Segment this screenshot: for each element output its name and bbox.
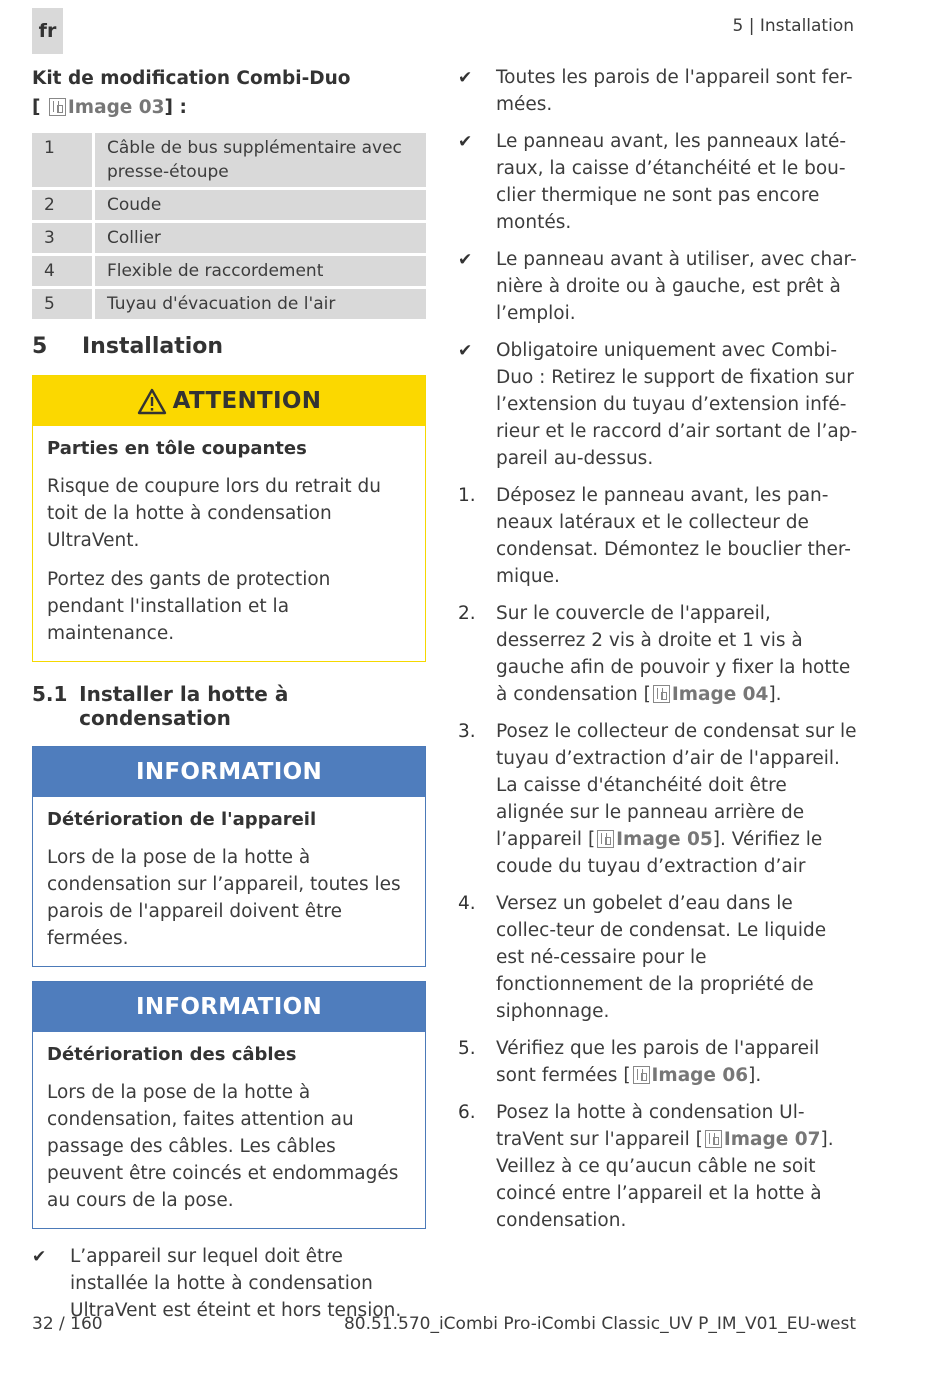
running-head: 5 | Installation: [732, 16, 854, 36]
checkmark-icon: [458, 246, 496, 327]
information-text: Lors de la pose de la hotte à condensation, faites attention au passage des câbles. Les câbles peuvent être coincés et endommagés au cours de la pose.: [47, 1082, 399, 1211]
table-row: [32, 289, 426, 319]
information-notice: [32, 981, 426, 1229]
left-column: [32, 64, 426, 1334]
step-number: 6.: [458, 1102, 476, 1123]
image-ref-link[interactable]: Image 07: [723, 1129, 821, 1150]
image-icon: [653, 685, 670, 703]
parts-table: [32, 130, 426, 322]
information-subtitle: Détérioration de l'appareil: [47, 809, 317, 830]
step-item: [458, 718, 858, 880]
step-text: [496, 1099, 858, 1234]
subsection-heading: [32, 682, 426, 730]
part-number: 4: [32, 256, 95, 286]
information-body: [33, 1032, 425, 1228]
part-number: 1: [32, 133, 95, 187]
attention-text: Risque de coupure lors du retrait du toit de la hotte à condensation UltraVent.: [47, 476, 381, 551]
image-icon: [705, 1130, 722, 1148]
kit-image-ref-line: [32, 93, 426, 122]
part-number: 5: [32, 289, 95, 319]
language-tab: fr: [32, 8, 63, 54]
checklist-item: [458, 337, 858, 472]
step-number: 5.: [458, 1038, 476, 1059]
table-row: [32, 256, 426, 286]
part-label: Câble de bus supplémentaire avec presse-étoupe: [95, 133, 426, 187]
step-suffix: ]. Vérifiez le coude du tuyau d’extraction d’air: [496, 829, 823, 877]
document-id: 80.51.570_iCombi Pro-iCombi Classic_UV P_IM_V01_EU-west: [343, 1314, 856, 1334]
checkmark-icon: [32, 1243, 70, 1324]
image-ref-link[interactable]: Image 06: [651, 1065, 749, 1086]
attention-text: Portez des gants de protection pendant l'installation et la maintenance.: [47, 569, 331, 644]
ref-open: [: [32, 97, 41, 118]
subsection-number: 5.1: [32, 682, 68, 706]
table-row: [32, 133, 426, 187]
table-row: [32, 223, 426, 253]
checklist-text: Obligatoire uniquement avec Combi-Duo : Retirez le support de fixation sur l’extension du tuyau d’extension infé-rieur et le raccord d’air sortant de l’ap-pareil au-dessus.: [496, 340, 858, 469]
step-item: [458, 1099, 858, 1234]
information-body: [33, 797, 425, 966]
ref-close: ] :: [164, 97, 187, 118]
checklist-item: [32, 1243, 426, 1324]
step-item: [458, 482, 858, 590]
step-text: [496, 1035, 858, 1089]
step-suffix: ].: [768, 684, 782, 705]
part-number: 2: [32, 190, 95, 220]
step-item: [458, 890, 858, 1025]
step-number: 3.: [458, 721, 476, 742]
step-text: [496, 718, 858, 880]
image-icon: [597, 830, 614, 848]
step-number: 4.: [458, 893, 476, 914]
warning-triangle-icon: [137, 388, 167, 415]
checklist-text: Le panneau avant, les panneaux laté-raux, la caisse d’étanchéité et le bou-clier thermique ne sont pas encore montés.: [496, 131, 847, 233]
step-text: Déposez le panneau avant, les pan-neaux latéraux et le collecteur de condensat. Démontez le bouclier ther-mique.: [496, 485, 851, 587]
information-text: Lors de la pose de la hotte à condensation sur l’appareil, toutes les parois de l'appareil doivent être fermées.: [47, 847, 401, 949]
section-title: Installation: [82, 334, 224, 359]
part-label: Tuyau d'évacuation de l'air: [95, 289, 426, 319]
part-label: Collier: [95, 223, 426, 253]
part-label: Flexible de raccordement: [95, 256, 426, 286]
step-text: Versez un gobelet d’eau dans le collec-teur de condensat. Le liquide est né-cessaire pour le fonctionnement de la propriété de siphonnage.: [496, 893, 827, 1022]
part-label: Coude: [95, 190, 426, 220]
section-heading: [32, 334, 426, 359]
step-item: [458, 1035, 858, 1089]
image-ref-link[interactable]: Image 03: [67, 97, 165, 118]
checklist-item: [458, 128, 858, 236]
image-icon: [633, 1066, 650, 1084]
image-ref-link[interactable]: Image 04: [671, 684, 769, 705]
step-number: 2.: [458, 603, 476, 624]
image-icon: [49, 98, 66, 116]
attention-body: [33, 426, 425, 661]
checkmark-icon: [458, 128, 496, 236]
information-notice: [32, 746, 426, 967]
right-column: [458, 64, 858, 1244]
kit-title: Kit de modification Combi-Duo: [32, 68, 351, 89]
step-number: 1.: [458, 485, 476, 506]
step-item: [458, 600, 858, 708]
information-header: INFORMATION: [33, 747, 425, 797]
step-text: [496, 600, 858, 708]
checkmark-icon: [458, 337, 496, 472]
checkmark-icon: [458, 64, 496, 118]
step-body: Posez le collecteur de condensat sur le tuyau d’extraction d’air de l'appareil. La caisse d'étanchéité doit être alignée sur le panneau arrière de l’appareil: [496, 721, 857, 850]
checklist-text: L’appareil sur lequel doit être installée la hotte à condensation UltraVent est éteint et hors tension.: [70, 1246, 402, 1321]
information-header: INFORMATION: [33, 982, 425, 1032]
information-subtitle: Détérioration des câbles: [47, 1044, 297, 1065]
page-number: 32 / 160: [32, 1314, 103, 1334]
attention-header: [33, 376, 425, 426]
step-body: Posez la hotte à condensation Ul-traVent sur l'appareil: [496, 1102, 805, 1150]
ref-open: [: [695, 1129, 703, 1150]
attention-notice: [32, 375, 426, 662]
section-number: 5: [32, 334, 48, 359]
ref-open: [: [623, 1065, 631, 1086]
step-suffix: ]. Veillez à ce qu’aucun câble ne soit coincé entre l’appareil et la hotte à condensation.: [496, 1129, 834, 1231]
attention-subtitle: Parties en tôle coupantes: [47, 438, 307, 459]
table-row: [32, 190, 426, 220]
step-body: Sur le couvercle de l'appareil, desserrez 2 vis à droite et 1 vis à gauche afin de pouvoir y fixer la hotte à condensation: [496, 603, 851, 705]
checklist-text: Toutes les parois de l'appareil sont fer-mées.: [496, 67, 853, 115]
checklist-text: Le panneau avant à utiliser, avec char-nière à droite ou à gauche, est prêt à l’emploi.: [496, 249, 857, 324]
part-number: 3: [32, 223, 95, 253]
step-suffix: ].: [748, 1065, 762, 1086]
checklist-item: [458, 246, 858, 327]
subsection-title: Installer la hotte à condensation: [79, 682, 289, 730]
checklist-item: [458, 64, 858, 118]
ref-open: [: [643, 684, 651, 705]
step-body: Vérifiez que les parois de l'appareil sont fermées: [496, 1038, 820, 1086]
ref-open: [: [587, 829, 596, 850]
image-ref-link[interactable]: Image 05: [616, 829, 713, 850]
attention-title: ATTENTION: [172, 388, 322, 414]
